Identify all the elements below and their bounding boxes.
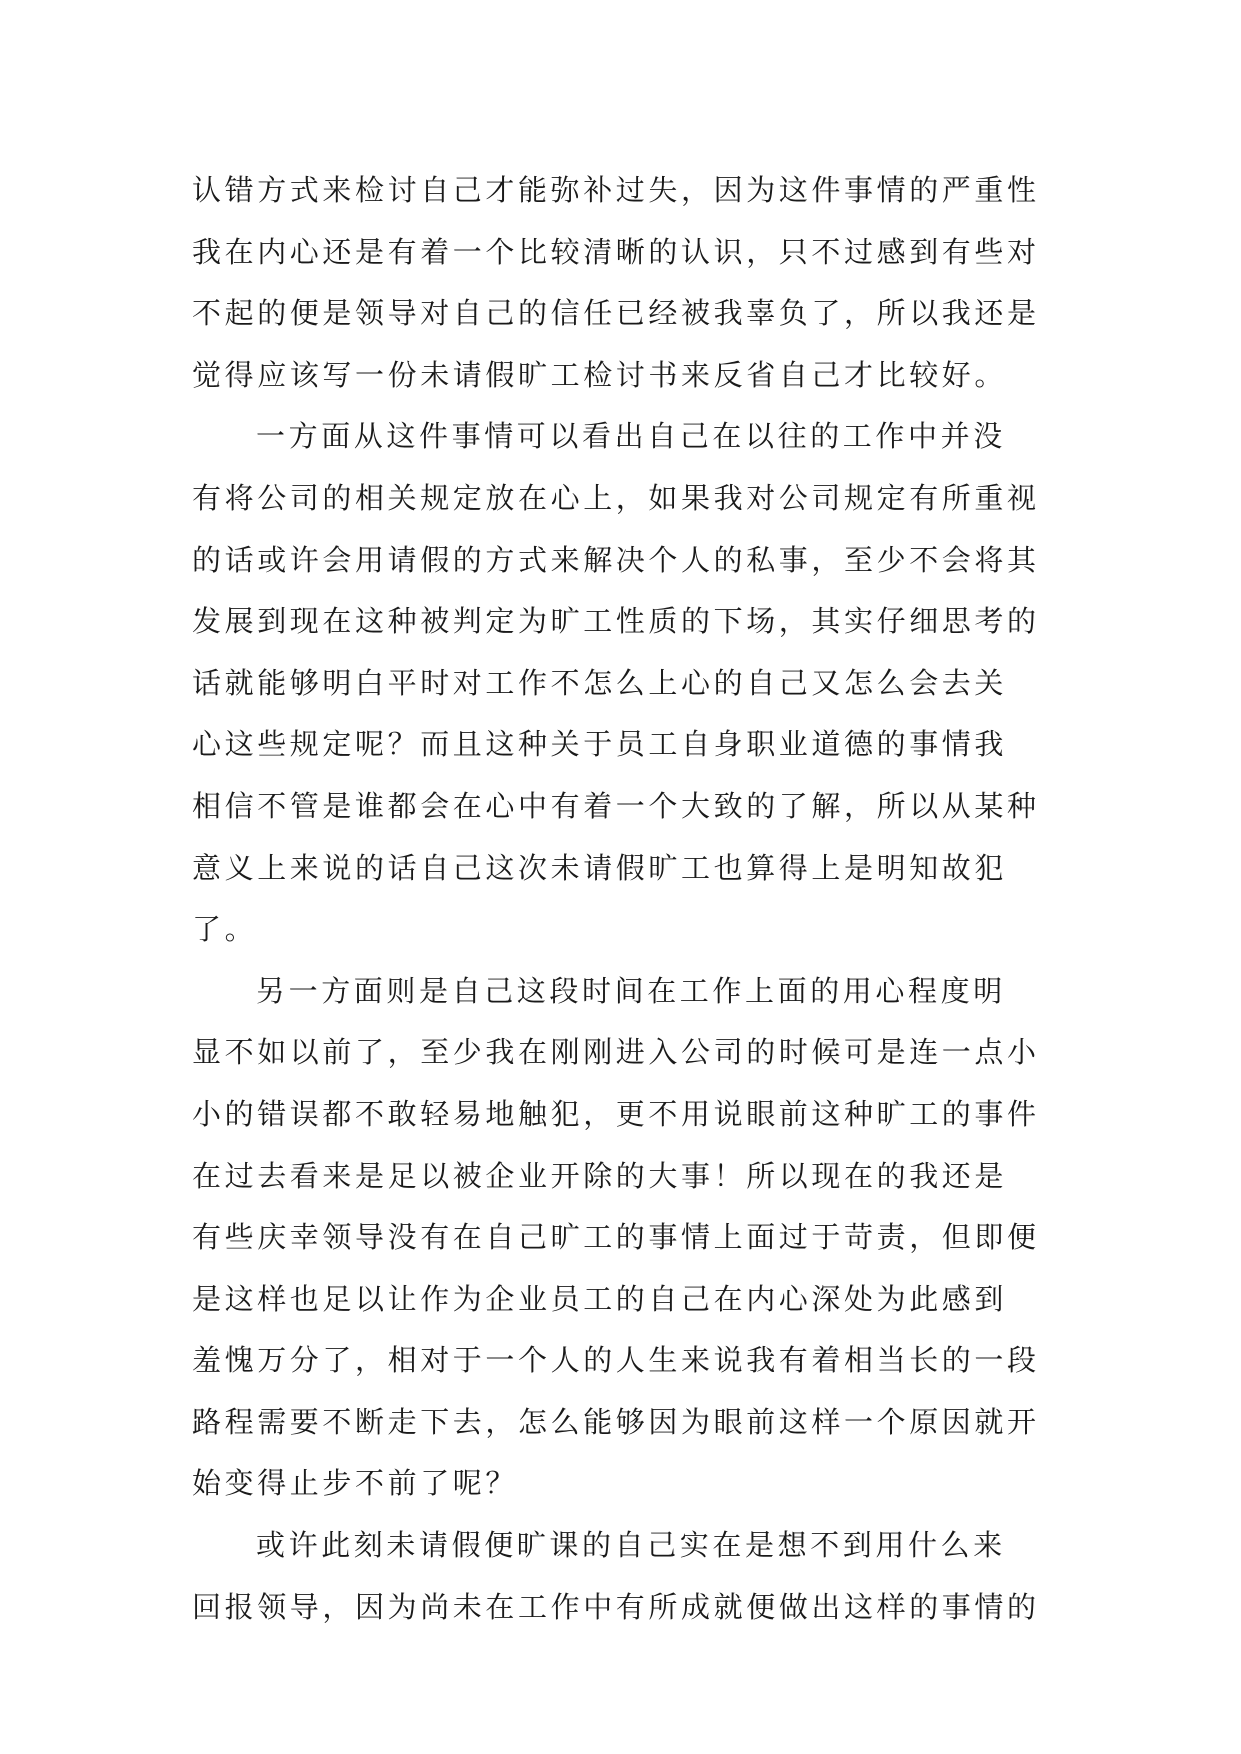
text-line: 认错方式来检讨自己才能弥补过失，因为这件事情的严重性 <box>192 173 1040 207</box>
text-line: 心这些规定呢？而且这种关于员工自身职业道德的事情我 <box>192 727 1008 762</box>
text-line: 了。 <box>192 912 258 947</box>
text-line: 小的错误都不敢轻易地触犯，更不用说眼前这种旷工的事件 <box>192 1096 1040 1131</box>
text-line: 有些庆幸领导没有在自己旷工的事情上面过于苛责，但即便 <box>192 1220 1040 1255</box>
text-line: 羞愧万分了，相对于一个人的人生来说我有着相当长的一段 <box>192 1343 1040 1378</box>
text-line: 意义上来说的话自己这次未请假旷工也算得上是明知故犯 <box>192 850 1008 885</box>
paragraph-first-line: 一方面从这件事情可以看出自己在以往的工作中并没 <box>256 419 1006 454</box>
text-line: 始变得止步不前了呢？ <box>192 1466 519 1501</box>
text-line: 回报领导，因为尚未在工作中有所成就便做出这样的事情的 <box>192 1589 1040 1624</box>
paragraph-first-line: 另一方面则是自己这段时间在工作上面的用心程度明 <box>256 973 1006 1008</box>
text-line: 在过去看来是足以被企业开除的大事！所以现在的我还是 <box>192 1158 1008 1193</box>
document-body <box>192 160 1062 1638</box>
text-line: 有将公司的相关规定放在心上，如果我对公司规定有所重视 <box>192 480 1040 515</box>
paragraph-first-line: 或许此刻未请假便旷课的自己实在是想不到用什么来 <box>256 1528 1006 1563</box>
text-line: 相信不管是谁都会在心中有着一个大致的了解，所以从某种 <box>192 788 1040 823</box>
text-line: 觉得应该写一份未请假旷工检讨书来反省自己才比较好。 <box>192 357 1008 392</box>
text-line: 话就能够明白平时对工作不怎么上心的自己又怎么会去关 <box>192 665 1008 700</box>
text-line: 是这样也足以让作为企业员工的自己在内心深处为此感到 <box>192 1281 1008 1316</box>
text-line: 显不如以前了，至少我在刚刚进入公司的时候可是连一点小 <box>192 1035 1040 1070</box>
text-line: 我在内心还是有着一个比较清晰的认识，只不过感到有些对 <box>192 234 1040 269</box>
text-line: 的话或许会用请假的方式来解决个人的私事，至少不会将其 <box>192 542 1040 577</box>
text-line: 发展到现在这种被判定为旷工性质的下场，其实仔细思考的 <box>192 604 1040 639</box>
text-line: 不起的便是领导对自己的信任已经被我辜负了，所以我还是 <box>192 296 1040 331</box>
text-line: 路程需要不断走下去，怎么能够因为眼前这样一个原因就开 <box>192 1404 1040 1439</box>
